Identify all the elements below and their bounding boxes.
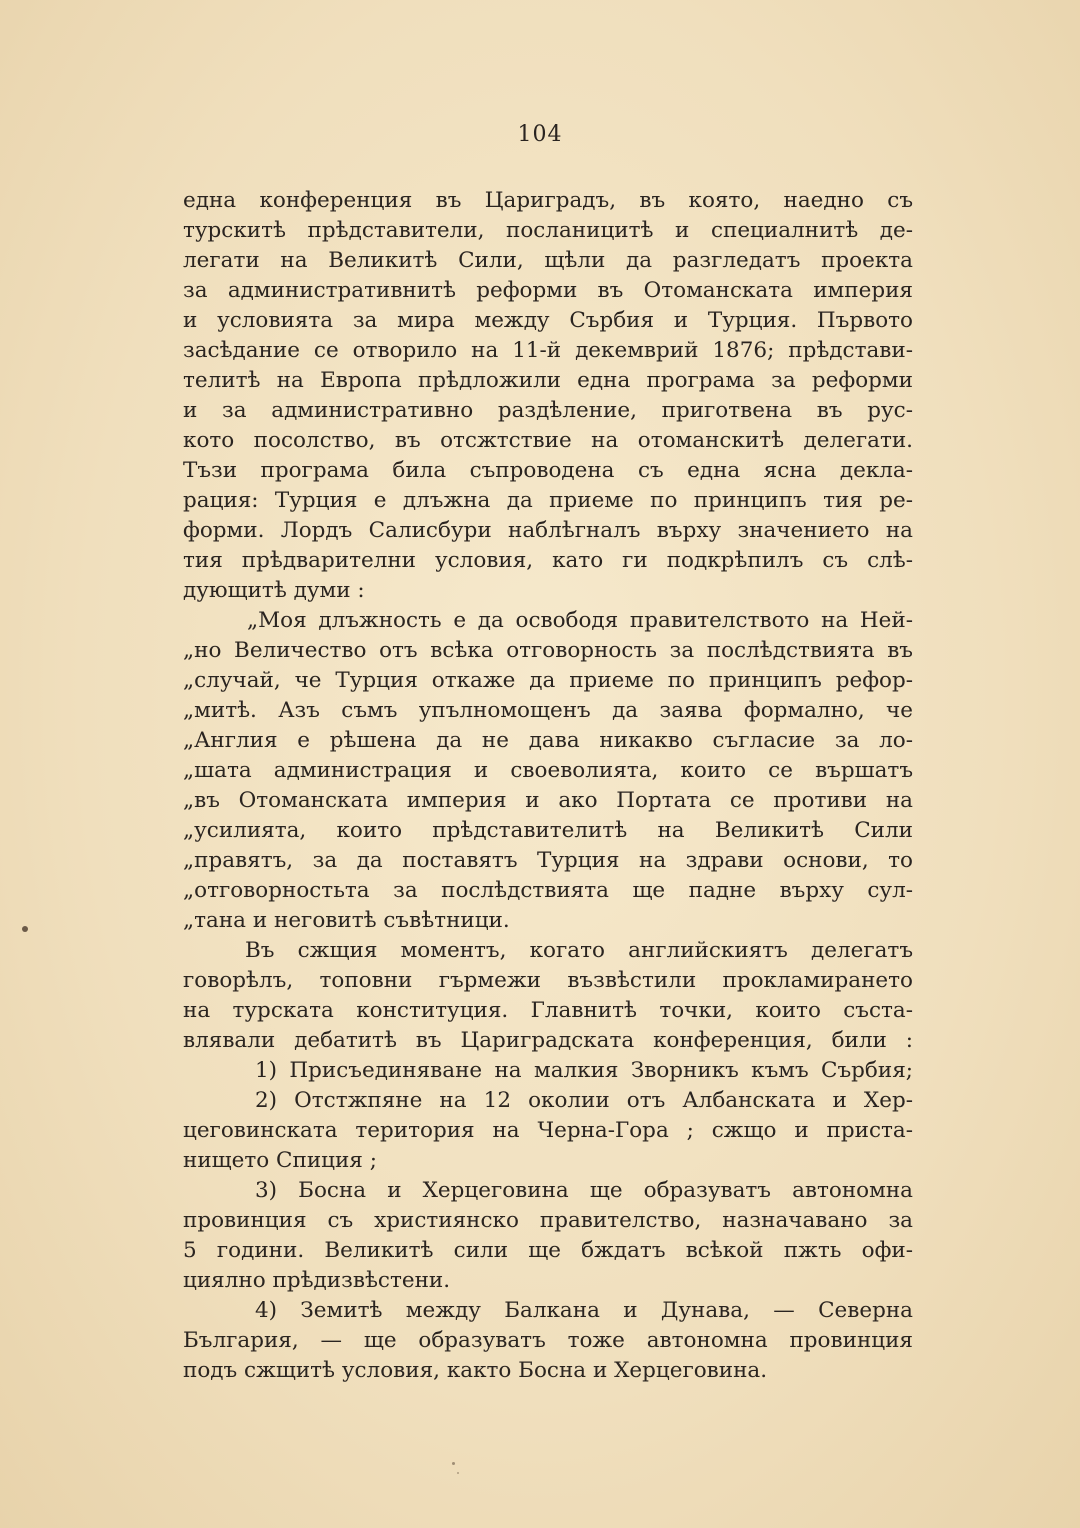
text-line: „случай, че Турция откаже да приеме по принципъ рефор-	[183, 668, 913, 693]
text-line: телитѣ на Европа прѣдложили една програма за реформи	[183, 368, 913, 393]
page-number: 104	[517, 122, 563, 147]
text-line: 4) Земитѣ между Балкана и Дунава, — Северна	[255, 1298, 913, 1323]
text-line: влявали дебатитѣ въ Цариградската конференция, били :	[183, 1028, 913, 1053]
text-line: подъ сжщитѣ условия, както Босна и Херцеговина.	[183, 1358, 768, 1383]
text-line: България, — ще образуватъ тоже автономна провинция	[183, 1328, 913, 1353]
text-line: „Англия е рѣшена да не дава никакво съгласие за ло-	[183, 728, 913, 753]
text-line: циялно прѣдизвѣстени.	[183, 1268, 451, 1293]
page-speck	[22, 926, 28, 932]
text-line: турскитѣ прѣдставители, посланицитѣ и специалнитѣ де-	[183, 218, 913, 243]
text-line: „Моя длъжность е да освободя правителството на Ней-	[247, 608, 913, 633]
text-line: 3) Босна и Херцеговина ще образуватъ автономна	[255, 1178, 913, 1203]
text-line: 2) Отстжпяне на 12 околии отъ Албанската и Хер-	[255, 1088, 913, 1113]
page-speck	[452, 1462, 455, 1465]
text-line: и условията за мира между Сърбия и Турция. Първото	[183, 308, 913, 333]
text-line: една конференция въ Цариградъ, въ която, наедно съ	[183, 188, 913, 213]
text-line: легати на Великитѣ Сили, щѣли да разгледатъ проекта	[183, 248, 913, 273]
text-line: засѣдание се отворило на 11-й декемврий 1876; прѣдстави-	[183, 338, 913, 363]
text-line: „правятъ, за да поставятъ Турция на здрави основи, то	[183, 848, 913, 873]
text-line: дующитѣ думи :	[183, 578, 365, 603]
text-line: 1) Присъединяване на малкия Зворникъ къмъ Сърбия;	[255, 1058, 913, 1083]
text-line: „усилията, които прѣдставителитѣ на Великитѣ Сили	[183, 818, 913, 843]
text-line: и за административно раздѣление, приготвена въ рус-	[183, 398, 913, 423]
text-line: цеговинската територия на Черна-Гора ; сжщо и приста-	[183, 1118, 913, 1143]
text-line: „но Величество отъ всѣка отговорность за послѣдствията въ	[183, 638, 913, 663]
page-speck	[457, 1472, 459, 1474]
text-line: „шата администрация и своеволията, които се вършатъ	[183, 758, 913, 783]
text-line: нището Спиция ;	[183, 1148, 377, 1173]
text-line: рация: Турция е длъжна да приеме по принципъ тия ре-	[183, 488, 913, 513]
text-line: кото посолство, въ отсжтствие на отоманскитѣ делегати.	[183, 428, 913, 453]
text-line: Тъзи програма била съпроводена съ една ясна декла-	[183, 458, 913, 483]
text-line: „митѣ. Азъ съмъ упълномощенъ да заява формално, че	[183, 698, 913, 723]
text-line: „въ Отоманската империя и ако Портата се противи на	[183, 788, 913, 813]
text-line: говорѣлъ, топовни гърмежи възвѣстили прокламирането	[183, 968, 913, 993]
text-line: за административнитѣ реформи въ Отоманската империя	[183, 278, 913, 303]
text-line: Въ сжщия моментъ, когато английскиятъ делегатъ	[245, 938, 913, 963]
text-line: „тана и неговитѣ съвѣтници.	[183, 908, 510, 933]
text-line: на турската конституция. Главнитѣ точки, които съста-	[183, 998, 913, 1023]
text-line: 5 години. Великитѣ сили ще бждатъ всѣкой пжть офи-	[183, 1238, 913, 1263]
text-line: тия прѣдварителни условия, като ги подкрѣпилъ съ слѣ-	[183, 548, 913, 573]
body-text	[183, 186, 913, 1386]
text-line: провинция съ християнско правителство, назначавано за	[183, 1208, 913, 1233]
text-line: форми. Лордъ Салисбури наблѣгналъ върху значението на	[183, 518, 913, 543]
text-line: „отговорностьта за послѣдствията ще падне върху сул-	[183, 878, 913, 903]
